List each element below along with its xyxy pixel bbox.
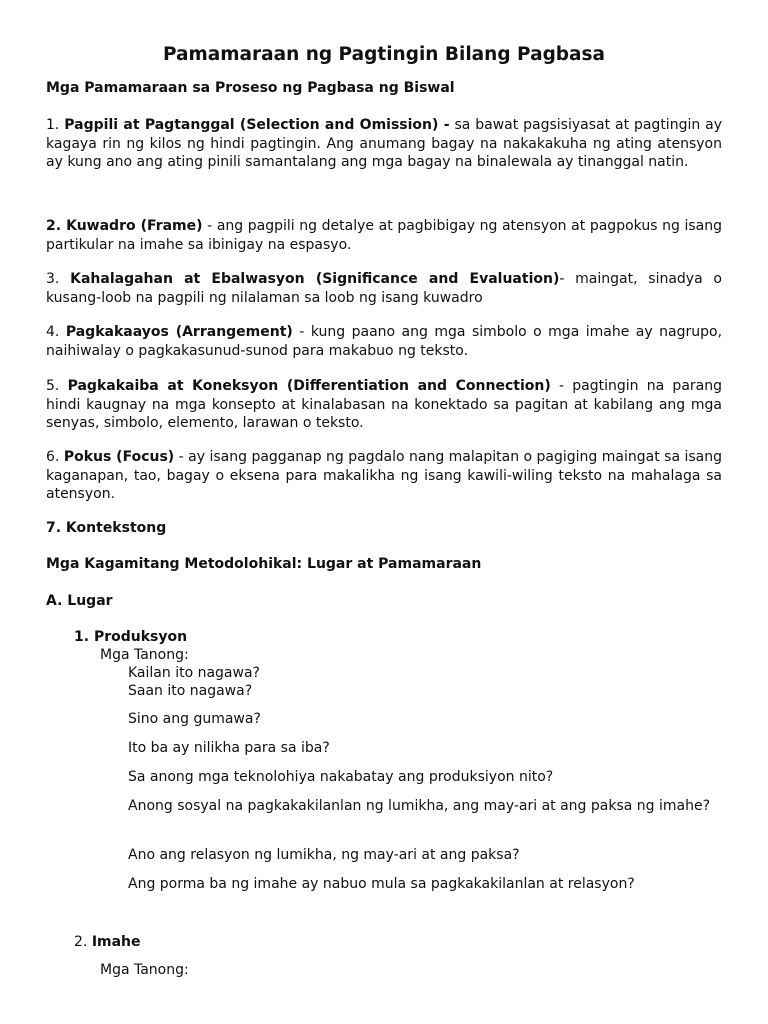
item-5: 5. Pagkakaiba at Koneksyon (Differentiation and Connection) - pagtingin na parang hindi kaugnay na mga konsepto at kinalabasan na konektado sa pagitan at kabilang ang mga senyas, simbolo, elemento, larawan o teksto. (46, 378, 722, 431)
produksyon-tanong-label: Mga Tanong: (100, 647, 189, 663)
question: Sino ang gumawa? (128, 711, 261, 727)
question: Kailan ito nagawa? (128, 665, 260, 681)
imahe-heading: 2. Imahe (74, 934, 141, 950)
item-2: 2. Kuwadro (Frame) - ang pagpili ng detalye at pagbibigay ng atensyon at pagpokus ng isang partikular na imahe sa ibinigay na espasyo. (46, 218, 722, 253)
question: Sa anong mga teknolohiya nakabatay ang produksiyon nito? (128, 769, 554, 785)
imahe-tanong-label: Mga Tanong: (100, 962, 189, 978)
question: Saan ito nagawa? (128, 683, 253, 699)
item-1: 1. Pagpili at Pagtanggal (Selection and Omission) - sa bawat pagsisiyasat at pagtingin ay kagaya rin ng kilos ng hindi pagtingin. Ang anumang bagay na nakakakuha ng ating atensyon ay kung ano ang ating pinili samantalang ang mga bagay na binalewala ay tinanggal natin. (46, 117, 722, 170)
section-subtitle: Mga Pamamaraan sa Proseso ng Pagbasa ng Biswal (46, 80, 455, 96)
question: Anong sosyal na pagkakakilanlan ng lumikha, ang may-ari at ang paksa ng imahe? (128, 798, 711, 814)
item-4: 4. Pagkakaayos (Arrangement) - kung paano ang mga simbolo o mga imahe ay nagrupo, naihiwalay o pagkakasunud-sunod para makabuo ng teksto. (46, 324, 723, 359)
question: Ang porma ba ng imahe ay nabuo mula sa pagkakakilanlan at relasyon? (128, 876, 635, 892)
item-3: 3. Kahalagahan at Ebalwasyon (Significance and Evaluation)- maingat, sinadya o kusang-loob na pagpili ng nilalaman sa loob ng isang kuwadro (46, 271, 722, 306)
question: Ito ba ay nilikha para sa iba? (128, 740, 330, 756)
page-title: Pamamaraan ng Pagtingin Bilang Pagbasa (162, 44, 606, 65)
methodology-heading: Mga Kagamitang Metodolohikal: Lugar at Pamamaraan (46, 556, 482, 572)
question: Ano ang relasyon ng lumikha, ng may-ari at ang paksa? (128, 847, 520, 863)
item-7: 7. Kontekstong (46, 520, 167, 536)
lugar-heading: A. Lugar (46, 593, 113, 609)
produksyon-heading: 1. Produksyon (74, 629, 188, 645)
item-6: 6. Pokus (Focus) - ay isang pagganap ng pagdalo nang malapitan o pagiging maingat sa isang kaganapan, tao, bagay o eksena para makalikha ng isang kawili-wiling teksto na mahalaga sa atensyon. (46, 449, 723, 502)
